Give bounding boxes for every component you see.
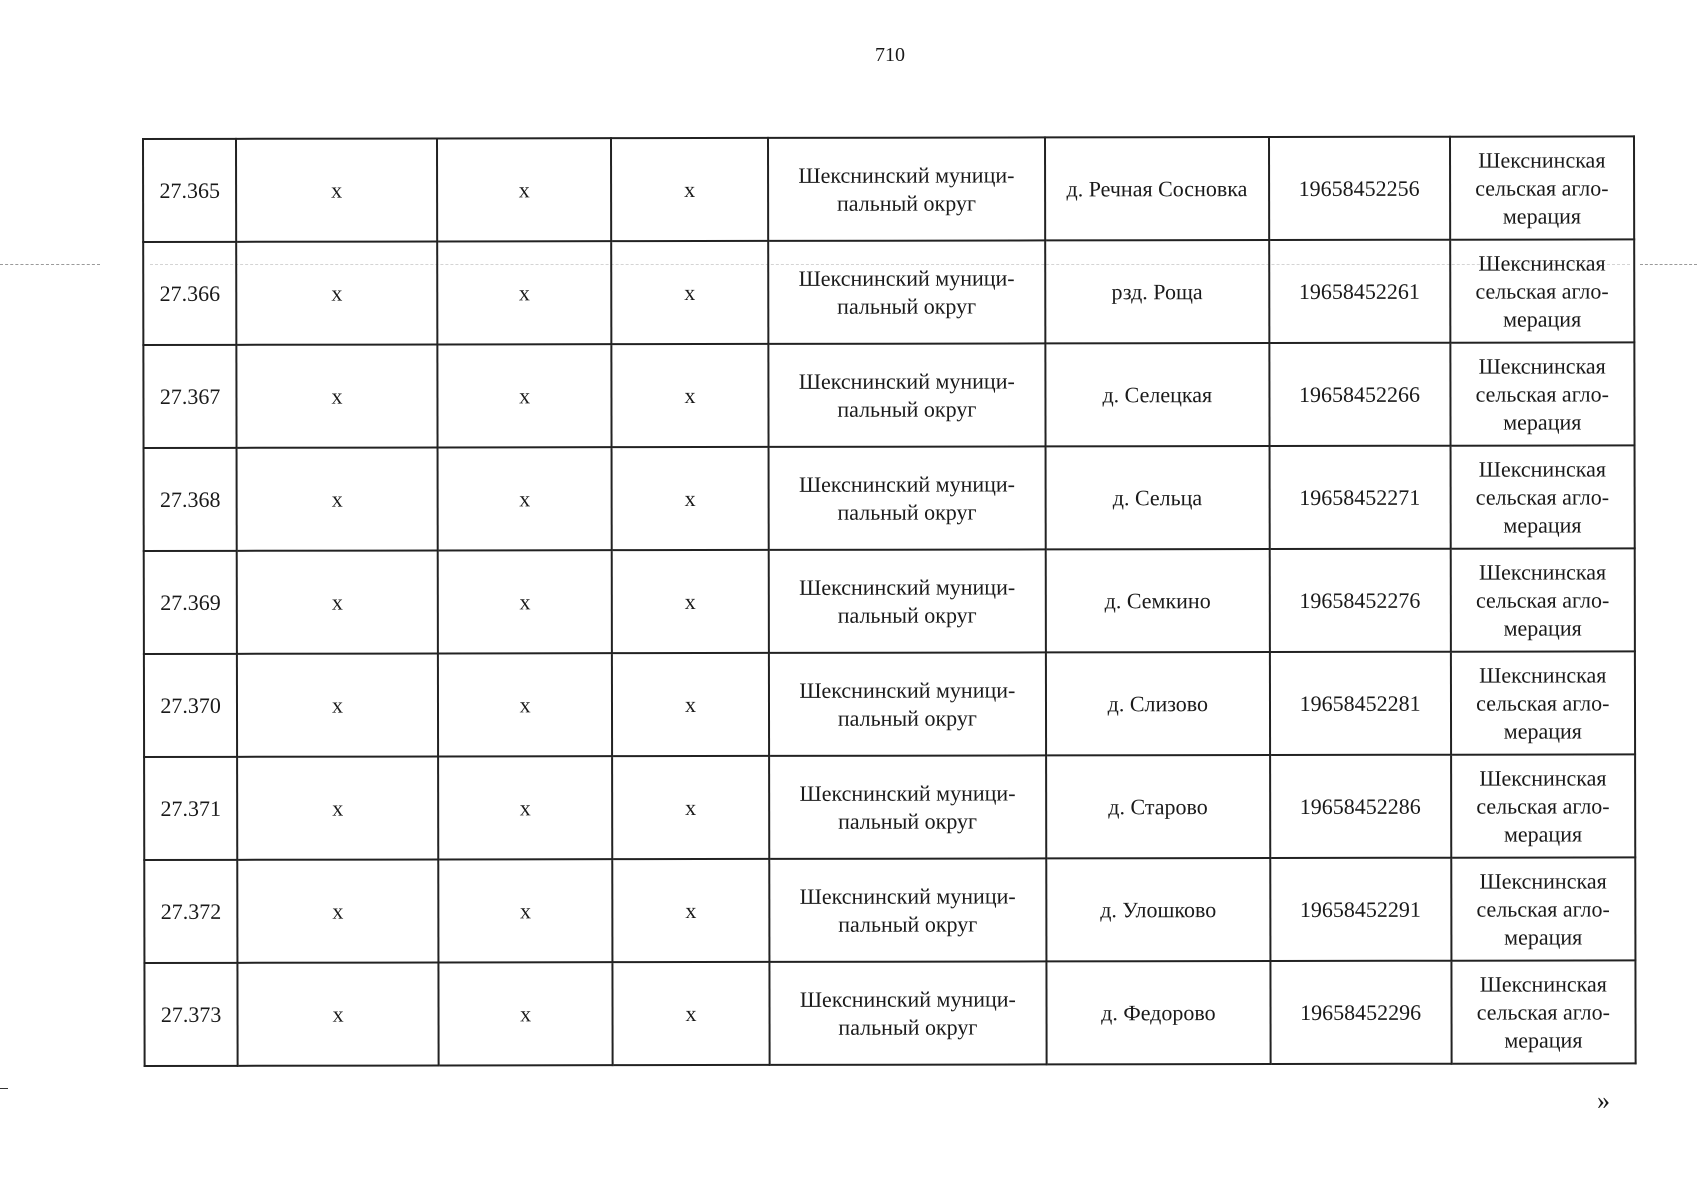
- municipality-cell: Шекснинский муници-пальный округ: [769, 755, 1047, 858]
- column-3-cell: х: [611, 138, 767, 241]
- settlement-cell: д. Федорово: [1047, 961, 1271, 1064]
- scan-artifact-line: [0, 264, 100, 265]
- table-row: [143, 342, 1634, 448]
- table-row: [143, 239, 1634, 345]
- municipality-cell: Шекснинский муници-пальный округ: [768, 446, 1046, 549]
- column-1-cell: х: [237, 344, 438, 447]
- table-row: [144, 857, 1635, 963]
- row-number-cell: 27.366: [143, 242, 236, 345]
- column-3-cell: х: [612, 241, 768, 344]
- column-3-cell: х: [612, 344, 768, 447]
- row-number-cell: 27.370: [144, 654, 237, 757]
- oktmo-code-cell: 19658452271: [1269, 446, 1450, 549]
- row-number-cell: 27.367: [143, 345, 236, 448]
- column-1-cell: х: [237, 550, 438, 653]
- settlement-cell: д. Речная Сосновка: [1045, 137, 1269, 240]
- column-1-cell: х: [236, 138, 437, 241]
- municipality-cell: Шекснинский муници-пальный округ: [768, 549, 1046, 652]
- column-2-cell: х: [437, 138, 612, 241]
- column-1-cell: х: [237, 447, 438, 550]
- agglomeration-cell: Шекснинская сельская агло-мерация: [1450, 342, 1635, 445]
- oktmo-code-cell: 19658452266: [1269, 343, 1450, 446]
- agglomeration-cell: Шекснинская сельская агло-мерация: [1451, 754, 1636, 857]
- settlement-cell: д. Слизово: [1046, 652, 1270, 755]
- municipality-cell: Шекснинский муници-пальный округ: [768, 652, 1046, 755]
- column-2-cell: х: [438, 962, 613, 1065]
- municipality-cell: Шекснинский муници-пальный округ: [768, 343, 1046, 446]
- column-2-cell: х: [438, 653, 613, 756]
- table-row: [144, 960, 1635, 1066]
- column-1-cell: х: [237, 653, 438, 756]
- oktmo-code-cell: 19658452256: [1269, 137, 1450, 240]
- row-number-cell: 27.369: [144, 551, 237, 654]
- table-row: [143, 136, 1634, 242]
- agglomeration-cell: Шекснинская сельская агло-мерация: [1451, 651, 1636, 754]
- column-3-cell: х: [612, 550, 768, 653]
- oktmo-code-cell: 19658452286: [1270, 755, 1451, 858]
- table-body: [143, 136, 1636, 1066]
- settlements-table: [142, 135, 1637, 1067]
- column-2-cell: х: [437, 344, 612, 447]
- settlement-cell: д. Старово: [1046, 755, 1270, 858]
- column-3-cell: х: [612, 653, 768, 756]
- settlement-cell: д. Улошково: [1046, 858, 1270, 961]
- closing-quote: »: [1597, 1086, 1610, 1115]
- settlement-cell: д. Селецкая: [1046, 343, 1270, 446]
- column-2-cell: х: [438, 859, 613, 962]
- column-1-cell: х: [238, 859, 439, 962]
- scan-artifact-line: [1640, 264, 1697, 265]
- column-1-cell: х: [237, 756, 438, 859]
- agglomeration-cell: Шекснинская сельская агло-мерация: [1450, 136, 1635, 239]
- oktmo-code-cell: 19658452296: [1270, 961, 1451, 1064]
- column-3-cell: х: [613, 756, 769, 859]
- page-number: 710: [875, 44, 905, 66]
- row-number-cell: 27.371: [144, 757, 237, 860]
- table-row: [144, 651, 1635, 757]
- column-1-cell: х: [238, 962, 439, 1065]
- agglomeration-cell: Шекснинская сельская агло-мерация: [1451, 960, 1636, 1063]
- table-row: [144, 754, 1635, 860]
- settlement-cell: д. Сельца: [1046, 446, 1270, 549]
- agglomeration-cell: Шекснинская сельская агло-мерация: [1450, 445, 1635, 548]
- column-2-cell: х: [437, 447, 612, 550]
- municipality-cell: Шекснинский муници-пальный округ: [768, 137, 1046, 240]
- municipality-cell: Шекснинский муници-пальный округ: [768, 240, 1046, 343]
- column-3-cell: х: [613, 859, 769, 962]
- agglomeration-cell: Шекснинская сельская агло-мерация: [1450, 548, 1635, 651]
- oktmo-code-cell: 19658452276: [1269, 549, 1450, 652]
- row-number-cell: 27.368: [144, 448, 237, 551]
- column-3-cell: х: [613, 962, 769, 1065]
- row-number-cell: 27.372: [144, 860, 237, 963]
- settlement-cell: д. Семкино: [1046, 549, 1270, 652]
- agglomeration-cell: Шекснинская сельская агло-мерация: [1451, 857, 1636, 960]
- column-2-cell: х: [438, 550, 613, 653]
- column-2-cell: х: [438, 756, 613, 859]
- oktmo-code-cell: 19658452291: [1270, 858, 1451, 961]
- municipality-cell: Шекснинский муници-пальный округ: [769, 961, 1047, 1064]
- table-row: [144, 548, 1635, 654]
- row-number-cell: 27.365: [143, 139, 236, 242]
- municipality-cell: Шекснинский муници-пальный округ: [769, 858, 1047, 961]
- margin-tick: [0, 1088, 8, 1089]
- row-number-cell: 27.373: [144, 963, 237, 1066]
- agglomeration-cell: Шекснинская сельская агло-мерация: [1450, 239, 1635, 342]
- column-1-cell: х: [236, 241, 437, 344]
- settlement-cell: рзд. Роща: [1045, 240, 1269, 343]
- column-3-cell: х: [612, 447, 768, 550]
- table-row: [144, 445, 1635, 551]
- oktmo-code-cell: 19658452261: [1269, 240, 1450, 343]
- column-2-cell: х: [437, 241, 612, 344]
- oktmo-code-cell: 19658452281: [1269, 652, 1450, 755]
